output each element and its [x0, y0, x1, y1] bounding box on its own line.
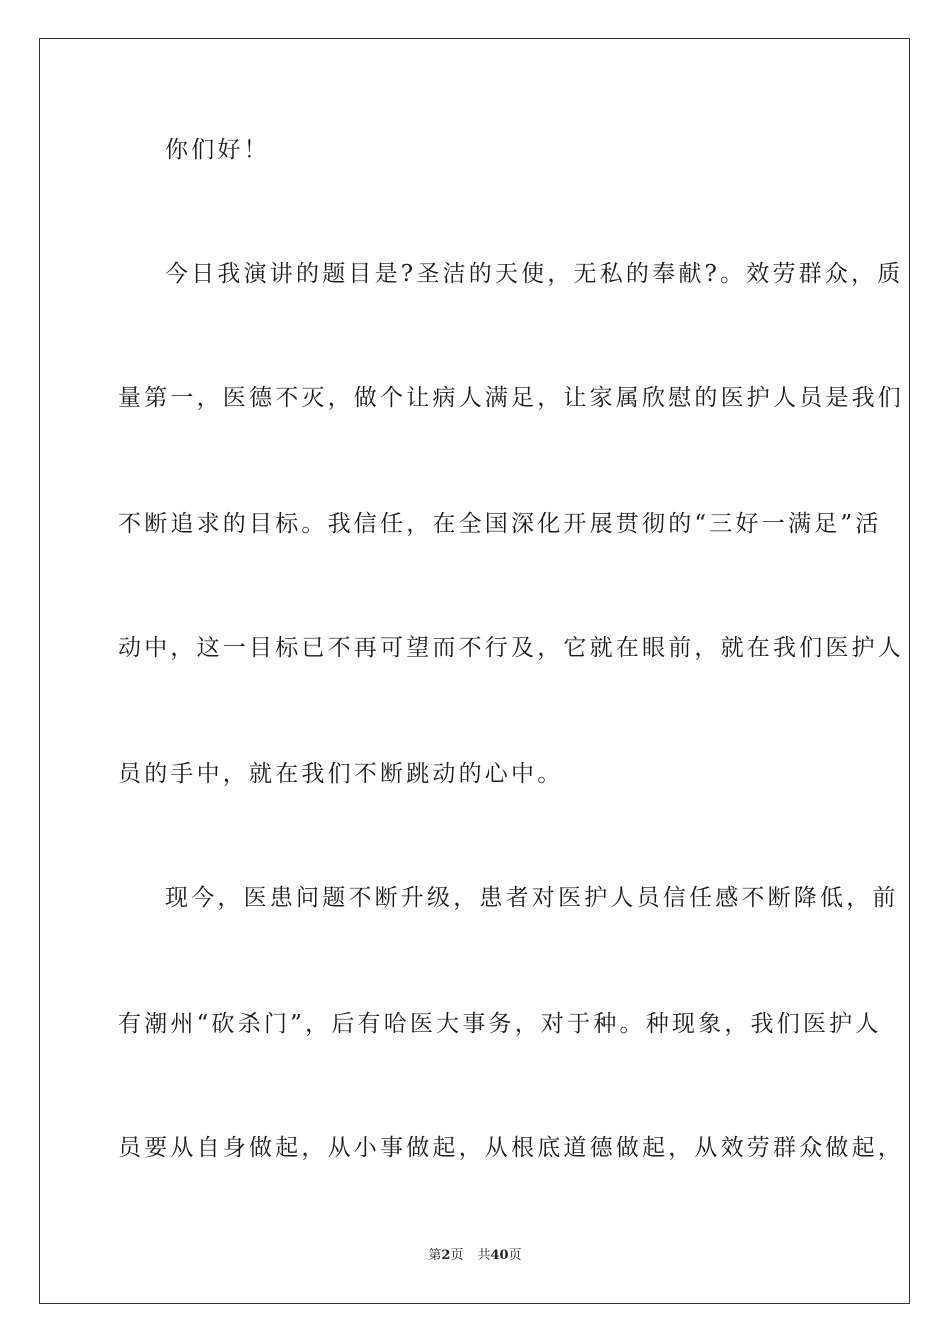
- paragraph-line: 现今，医患问题不断升级，患者对医护人员信任感不断降低，前: [165, 885, 899, 911]
- page-label-suffix: 页: [450, 1248, 464, 1263]
- paragraph-line: 员要从自身做起，从小事做起，从根底道德做起，从效劳群众做起，: [118, 1135, 904, 1161]
- paragraph-line: 量第一，医德不灭，做个让病人满足，让家属欣慰的医护人员是我们: [118, 385, 904, 411]
- total-label-prefix: 共: [477, 1248, 491, 1263]
- paragraph-line: 不断追求的目标。我信任，在全国深化开展贯彻的“三好一满足”活: [118, 511, 882, 537]
- page-footer: [0, 1247, 950, 1265]
- paragraph-line: 员的手中，就在我们不断跳动的心中。: [118, 761, 564, 787]
- paragraph-line: 今日我演讲的题目是?圣洁的天使，无私的奉献?。效劳群众，质: [165, 261, 904, 287]
- page-label-prefix: 第: [428, 1248, 442, 1263]
- page-number: 2: [441, 1248, 451, 1263]
- paragraph-line: 有潮州“砍杀门”，后有哈医大事务，对于种。种现象，我们医护人: [118, 1011, 882, 1037]
- paragraph-line: 动中，这一目标已不再可望而不行及，它就在眼前，就在我们医护人: [118, 635, 904, 661]
- total-pages: 40: [490, 1248, 509, 1263]
- page-border: [39, 38, 910, 1304]
- total-label-suffix: 页: [508, 1248, 522, 1263]
- paragraph-line-greeting: 你们好！: [165, 137, 270, 163]
